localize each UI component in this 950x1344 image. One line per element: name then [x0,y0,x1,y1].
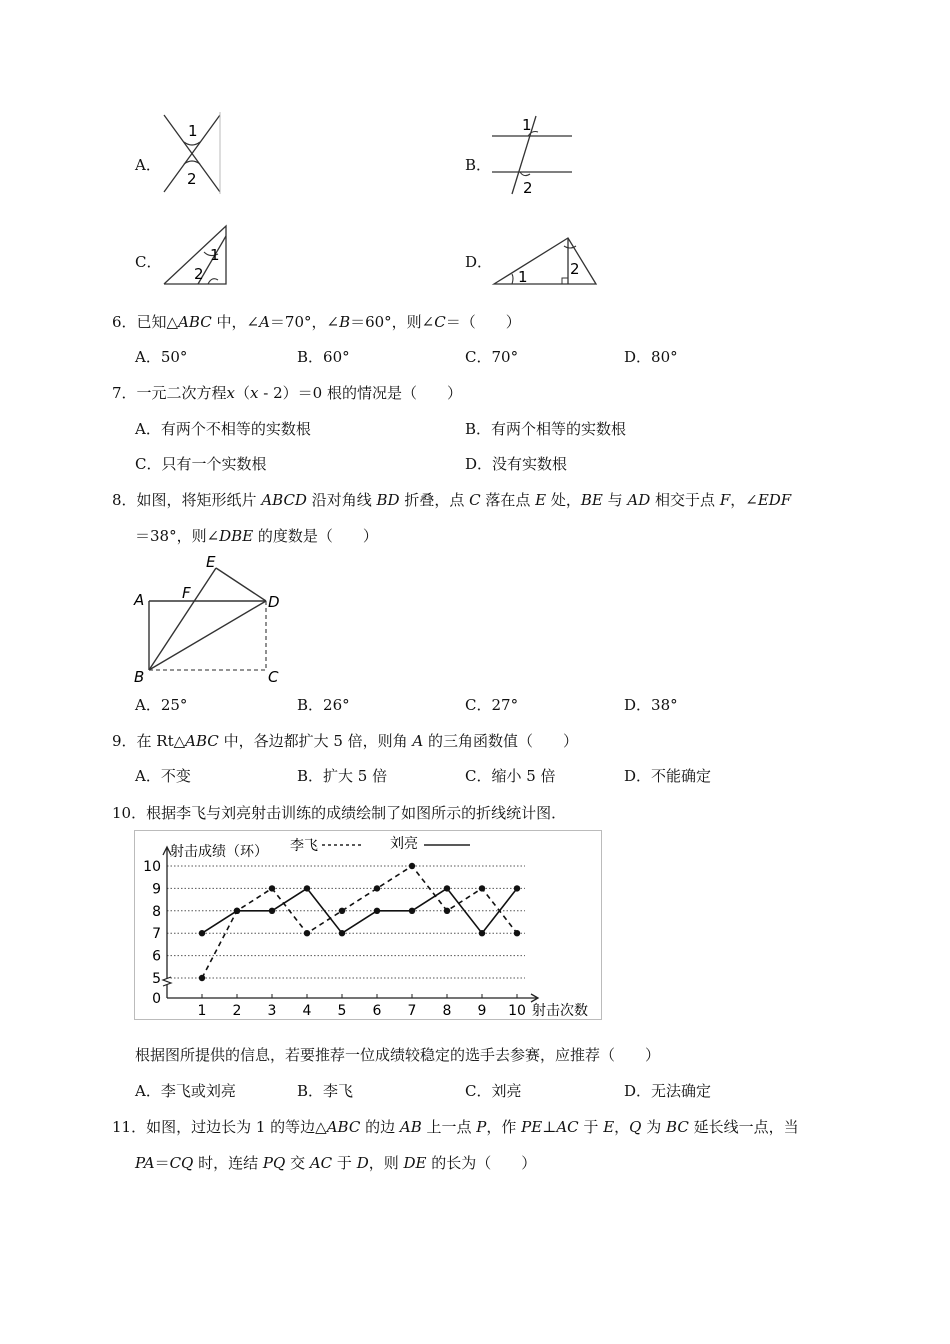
q5-option-b-label: B． [465,156,492,174]
label-d: D [268,593,280,611]
q10-option-a[interactable]: A．李飞或刘亮 [135,1082,236,1100]
q6-option-a[interactable]: A．50° [135,348,188,366]
data-point-liuliang [514,885,520,891]
q5-option-c-label: C． [135,253,162,271]
legend-label-lifei: 李飞 [290,838,318,854]
x-tick-label: 7 [407,1003,417,1019]
x-tick-label: 1 [197,1003,207,1019]
label-f: F [182,584,191,602]
q10-followup: 根据图所提供的信息，若要推荐一位成绩较稳定的选手去参赛，应推荐（ ） [135,1046,661,1064]
label-e: E [206,553,216,571]
data-point-lifei [304,930,310,936]
data-point-lifei [514,930,520,936]
q6-option-c[interactable]: C．70° [465,348,519,366]
y-tick-label: 9 [152,881,161,898]
x-tick-label: 3 [267,1003,277,1019]
q8-stem-line1: 8．如图，将矩形纸片 ABCD 沿对角线 BD 折叠，点 C 落在点 E 处，BE 与 AD 相交于点 F，∠EDF [112,491,792,509]
q9-option-c[interactable]: C．缩小 5 倍 [465,767,556,785]
q10-stem: 10．根据李飞与刘亮射击训练的成绩绘制了如图所示的折线统计图． [112,804,567,822]
q7-option-a[interactable]: A．有两个不相等的实数根 [135,420,311,438]
x-tick-label: 9 [477,1003,487,1019]
q10-option-d[interactable]: D．无法确定 [624,1082,712,1100]
q6-option-b[interactable]: B．60° [297,348,350,366]
data-point-liuliang [269,908,275,914]
angle-arc [512,274,513,284]
q8-figure [132,554,292,686]
label-a: A [134,591,145,609]
data-point-lifei [199,975,205,981]
q7-option-d[interactable]: D．没有实数根 [465,455,568,473]
data-point-liuliang [479,930,485,936]
q5-figure-a [160,112,224,196]
right-angle-mark [562,278,568,284]
q10-option-b[interactable]: B．李飞 [297,1082,354,1100]
y-tick-label: 10 [143,859,161,875]
data-point-liuliang [304,885,310,891]
x-axis-label: 射击次数 [532,1003,588,1019]
angle-label-2: 2 [194,265,204,283]
angle-arc [208,279,218,284]
y-tick-label: 5 [152,971,161,987]
data-point-lifei [339,908,345,914]
diagonal-bd [149,601,266,670]
y-tick-label: 7 [152,926,161,943]
data-point-liuliang [339,930,345,936]
q9-option-a[interactable]: A．不变 [135,767,191,785]
q7-stem: 7．一元二次方程x（x - 2）＝0 根的情况是（ ） [112,384,462,402]
y-tick-label: 8 [152,903,161,920]
label-c: C [268,668,279,686]
x-tick-label: 2 [232,1003,242,1019]
x-tick-label: 5 [337,1003,347,1019]
q8-option-b[interactable]: B．26° [297,696,350,714]
q5-option-a-label: A． [135,156,161,174]
y-tick-label: 6 [152,948,161,965]
data-point-liuliang [409,908,415,914]
q9-stem: 9．在 Rt△ABC 中，各边都扩大 5 倍，则角 A 的三角函数值（ ） [112,732,579,750]
q7-option-c[interactable]: C．只有一个实数根 [135,455,267,473]
q6-stem: 6．已知△ABC 中，∠A＝70°，∠B＝60°，则∠C＝（ ） [112,313,521,331]
q7-option-b[interactable]: B．有两个相等的实数根 [465,420,627,438]
x-tick-label: 4 [302,1003,312,1019]
q8-option-d[interactable]: D．38° [624,696,678,714]
q8-stem-line2: ＝38°，则∠DBE 的度数是（ ） [135,527,378,545]
data-point-lifei [374,885,380,891]
data-point-lifei [444,908,450,914]
q5-figure-b [490,114,574,196]
q11-stem-line2: PA＝CQ 时，连结 PQ 交 AC 于 D，则 DE 的长为（ ） [135,1154,537,1172]
angle-label-2: 2 [523,179,533,197]
angle-label-1: 1 [522,116,532,134]
data-point-liuliang [374,908,380,914]
q5-figure-c [160,222,230,288]
q5-option-d-label: D． [465,253,493,271]
data-point-liuliang [234,908,240,914]
q5-figure-d [490,234,600,288]
angle-label-1: 1 [210,246,220,264]
triangle [494,238,596,284]
angle-label-2: 2 [570,260,580,278]
angle-label-1: 1 [518,268,528,286]
data-point-lifei [269,885,275,891]
q10-option-c[interactable]: C．刘亮 [465,1082,522,1100]
angle-arc [184,142,200,145]
q9-option-b[interactable]: B．扩大 5 倍 [297,767,388,785]
x-tick-label: 10 [508,1003,526,1019]
segment-ed [216,568,266,601]
q6-option-d[interactable]: D．80° [624,348,678,366]
data-point-liuliang [199,930,205,936]
legend-label-liuliang: 刘亮 [390,836,418,852]
x-tick-label: 8 [442,1003,452,1019]
data-point-lifei [479,885,485,891]
label-b: B [134,668,145,686]
q8-option-c[interactable]: C．27° [465,696,519,714]
angle-label-1: 1 [188,122,198,140]
q11-stem-line1: 11．如图，过边长为 1 的等边△ABC 的边 AB 上一点 P，作 PE⊥AC 于 E，Q 为 BC 延长线一点，当 [112,1118,799,1136]
data-point-liuliang [444,885,450,891]
q8-option-a[interactable]: A．25° [135,696,188,714]
angle-label-2: 2 [187,170,197,188]
shooting-score-line-chart [134,830,602,1020]
q9-option-d[interactable]: D．不能确定 [624,767,712,785]
x-tick-label: 6 [372,1003,382,1019]
y-tick-label: 0 [152,991,161,1007]
data-point-lifei [409,863,415,869]
y-axis-label: 射击成绩（环） [170,844,268,860]
